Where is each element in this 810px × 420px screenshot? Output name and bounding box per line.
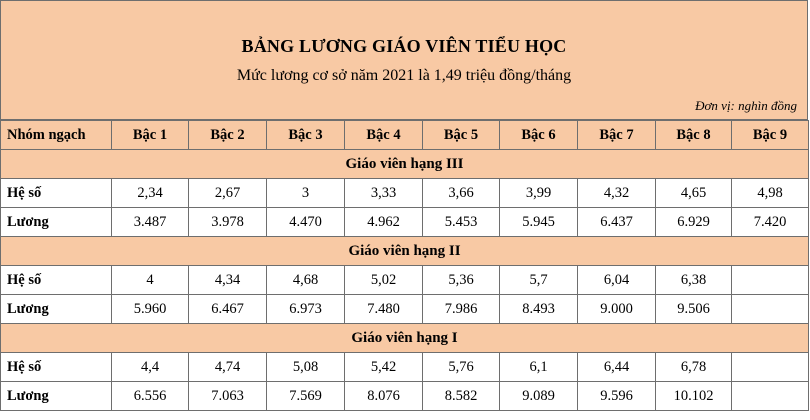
table-cell: 5,08 [267, 353, 345, 382]
table-cell: 3 [267, 179, 345, 208]
row-label: Lương [1, 208, 112, 237]
column-header: Bậc 9 [732, 121, 809, 150]
column-header: Nhóm ngạch [1, 121, 112, 150]
table-cell [732, 295, 809, 324]
table-cell: 2,34 [112, 179, 189, 208]
row-label: Lương [1, 295, 112, 324]
table-cell: 8.582 [423, 382, 500, 411]
table-header-block [0, 0, 808, 120]
table-cell: 7.063 [189, 382, 267, 411]
table-cell: 6.973 [267, 295, 345, 324]
table-row [1, 208, 809, 237]
table-row [1, 295, 809, 324]
table-cell: 5,76 [423, 353, 500, 382]
table-cell: 5,7 [500, 266, 578, 295]
table-row [1, 382, 809, 411]
group-title: Giáo viên hạng III [1, 150, 809, 179]
column-header: Bậc 2 [189, 121, 267, 150]
group-header-row [1, 324, 809, 353]
table-cell: 4,68 [267, 266, 345, 295]
table-cell: 4,32 [578, 179, 656, 208]
table-cell: 3.487 [112, 208, 189, 237]
table-body [1, 150, 809, 411]
group-title: Giáo viên hạng II [1, 237, 809, 266]
salary-table [0, 120, 809, 411]
table-cell: 5,02 [345, 266, 423, 295]
table-cell: 6,1 [500, 353, 578, 382]
column-header: Bậc 5 [423, 121, 500, 150]
table-cell: 3,99 [500, 179, 578, 208]
table-cell: 5,42 [345, 353, 423, 382]
column-header: Bậc 1 [112, 121, 189, 150]
row-label: Hệ số [1, 353, 112, 382]
table-cell: 4,65 [656, 179, 732, 208]
table-cell [732, 353, 809, 382]
table-cell: 6.929 [656, 208, 732, 237]
table-cell [732, 382, 809, 411]
table-cell: 7.569 [267, 382, 345, 411]
table-cell: 6,44 [578, 353, 656, 382]
column-header-row [1, 121, 809, 150]
table-cell: 9.506 [656, 295, 732, 324]
table-cell: 4.962 [345, 208, 423, 237]
table-cell: 10.102 [656, 382, 732, 411]
table-cell: 8.493 [500, 295, 578, 324]
column-header: Bậc 4 [345, 121, 423, 150]
table-cell: 4,4 [112, 353, 189, 382]
column-header: Bậc 3 [267, 121, 345, 150]
group-header-row [1, 237, 809, 266]
table-cell: 6,38 [656, 266, 732, 295]
table-cell: 6.467 [189, 295, 267, 324]
unit-note: Đơn vị: nghìn đồng [695, 98, 797, 113]
table-cell [732, 266, 809, 295]
table-cell: 8.076 [345, 382, 423, 411]
column-header: Bậc 6 [500, 121, 578, 150]
table-cell: 3.978 [189, 208, 267, 237]
table-cell: 9.089 [500, 382, 578, 411]
column-header: Bậc 7 [578, 121, 656, 150]
table-cell: 4,74 [189, 353, 267, 382]
table-cell: 3,33 [345, 179, 423, 208]
table-row [1, 353, 809, 382]
table-cell: 9.000 [578, 295, 656, 324]
table-cell: 6,04 [578, 266, 656, 295]
row-label: Lương [1, 382, 112, 411]
table-cell: 6.437 [578, 208, 656, 237]
column-header: Bậc 8 [656, 121, 732, 150]
group-title: Giáo viên hạng I [1, 324, 809, 353]
table-cell: 7.986 [423, 295, 500, 324]
table-cell: 5.960 [112, 295, 189, 324]
table-cell: 5,36 [423, 266, 500, 295]
table-row [1, 179, 809, 208]
table-cell: 5.453 [423, 208, 500, 237]
table-cell: 6.556 [112, 382, 189, 411]
table-cell: 5.945 [500, 208, 578, 237]
page-subtitle: Mức lương cơ sở năm 2021 là 1,49 triệu đồng/tháng [236, 67, 572, 84]
table-cell: 6,78 [656, 353, 732, 382]
table-cell: 4,34 [189, 266, 267, 295]
table-cell: 7.420 [732, 208, 809, 237]
table-row [1, 266, 809, 295]
row-label: Hệ số [1, 266, 112, 295]
table-cell: 9.596 [578, 382, 656, 411]
table-cell: 7.480 [345, 295, 423, 324]
row-label: Hệ số [1, 179, 112, 208]
page-title: BẢNG LƯƠNG GIÁO VIÊN TIỂU HỌC [241, 36, 567, 56]
table-cell: 4,98 [732, 179, 809, 208]
table-cell: 3,66 [423, 179, 500, 208]
table-cell: 4.470 [267, 208, 345, 237]
group-header-row [1, 150, 809, 179]
table-cell: 4 [112, 266, 189, 295]
table-cell: 2,67 [189, 179, 267, 208]
